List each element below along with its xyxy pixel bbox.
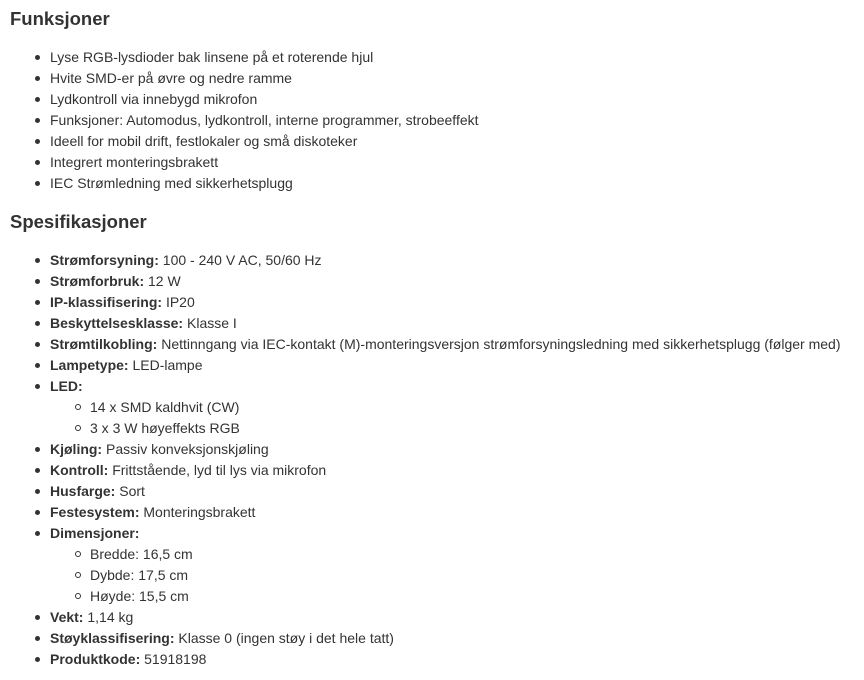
spec-value: Frittstående, lyd til lys via mikrofon	[112, 462, 327, 478]
spec-item-power-connection	[0, 334, 841, 355]
spec-item-housing-color	[0, 481, 841, 502]
spec-item-weight	[0, 607, 841, 628]
spec-label: Lampetype:	[50, 357, 129, 373]
spec-value: 1,14 kg	[87, 609, 134, 625]
spec-item-noise-rating	[0, 628, 841, 649]
spec-value: 100 - 240 V AC, 50/60 Hz	[162, 252, 322, 268]
sub-item: Høyde: 15,5 cm	[50, 586, 841, 607]
spec-value: Sort	[119, 483, 145, 499]
spec-label: Strømtilkobling:	[50, 336, 158, 352]
spec-label: Vekt:	[50, 609, 84, 625]
spec-label: Husfarge:	[50, 483, 116, 499]
spec-item-led	[0, 376, 841, 439]
specs-heading: Spesifikasjoner	[10, 211, 147, 232]
features-heading: Funksjoner	[10, 8, 110, 29]
spec-item-power-supply	[0, 250, 841, 271]
spec-item-cooling	[0, 439, 841, 460]
spec-value: Monteringsbrakett	[143, 504, 256, 520]
spec-value: Klasse I	[187, 315, 237, 331]
spec-item-mounting-system	[0, 502, 841, 523]
sub-item: Bredde: 16,5 cm	[50, 544, 841, 565]
spec-label: Kjøling:	[50, 441, 103, 457]
spec-label: Strømforbruk:	[50, 273, 145, 289]
spec-item-control	[0, 460, 841, 481]
spec-value: Nettinngang via IEC-kontakt (M)-monteringsversjon strømforsyningsledning med sikkerhetsplugg (følger med)	[161, 336, 841, 352]
spec-label: Strømforsyning:	[50, 252, 159, 268]
sub-item: 3 x 3 W høyeffekts RGB	[50, 418, 841, 439]
dimensions-sublist	[50, 544, 841, 607]
feature-item: Hvite SMD-er på øvre og nedre ramme	[0, 68, 479, 89]
features-list	[0, 47, 479, 194]
feature-item: IEC Strømledning med sikkerhetsplugg	[0, 173, 479, 194]
sub-item: Dybde: 17,5 cm	[50, 565, 841, 586]
spec-item-lamp-type	[0, 355, 841, 376]
feature-item: Lyse RGB-lysdioder bak linsene på et roterende hjul	[0, 47, 479, 68]
spec-item-dimensions	[0, 523, 841, 607]
spec-label: Støyklassifisering:	[50, 630, 175, 646]
spec-item-power-consumption	[0, 271, 841, 292]
spec-label: Dimensjoner:	[50, 525, 140, 541]
feature-item: Lydkontroll via innebygd mikrofon	[0, 89, 479, 110]
led-sublist	[50, 397, 841, 439]
spec-label: Produktkode:	[50, 651, 141, 667]
spec-value: IP20	[165, 294, 195, 310]
spec-value: 51918198	[144, 651, 207, 667]
feature-item: Funksjoner: Automodus, lydkontroll, interne programmer, strobeeffekt	[0, 110, 479, 131]
spec-value: Klasse 0 (ingen støy i det hele tatt)	[178, 630, 394, 646]
feature-item: Ideell for mobil drift, festlokaler og små diskoteker	[0, 131, 479, 152]
spec-label: Beskyttelsesklasse:	[50, 315, 184, 331]
spec-label: Kontroll:	[50, 462, 109, 478]
spec-item-product-code	[0, 649, 841, 670]
spec-value: LED-lampe	[132, 357, 203, 373]
spec-label: LED:	[50, 378, 83, 394]
sub-item: 14 x SMD kaldhvit (CW)	[50, 397, 841, 418]
spec-label: Festesystem:	[50, 504, 140, 520]
spec-value: Passiv konveksjonskjøling	[106, 441, 269, 457]
spec-value: 12 W	[148, 273, 181, 289]
specs-list	[0, 250, 841, 670]
spec-item-protection-class	[0, 313, 841, 334]
spec-label: IP-klassifisering:	[50, 294, 163, 310]
feature-item: Integrert monteringsbrakett	[0, 152, 479, 173]
spec-item-ip-rating	[0, 292, 841, 313]
